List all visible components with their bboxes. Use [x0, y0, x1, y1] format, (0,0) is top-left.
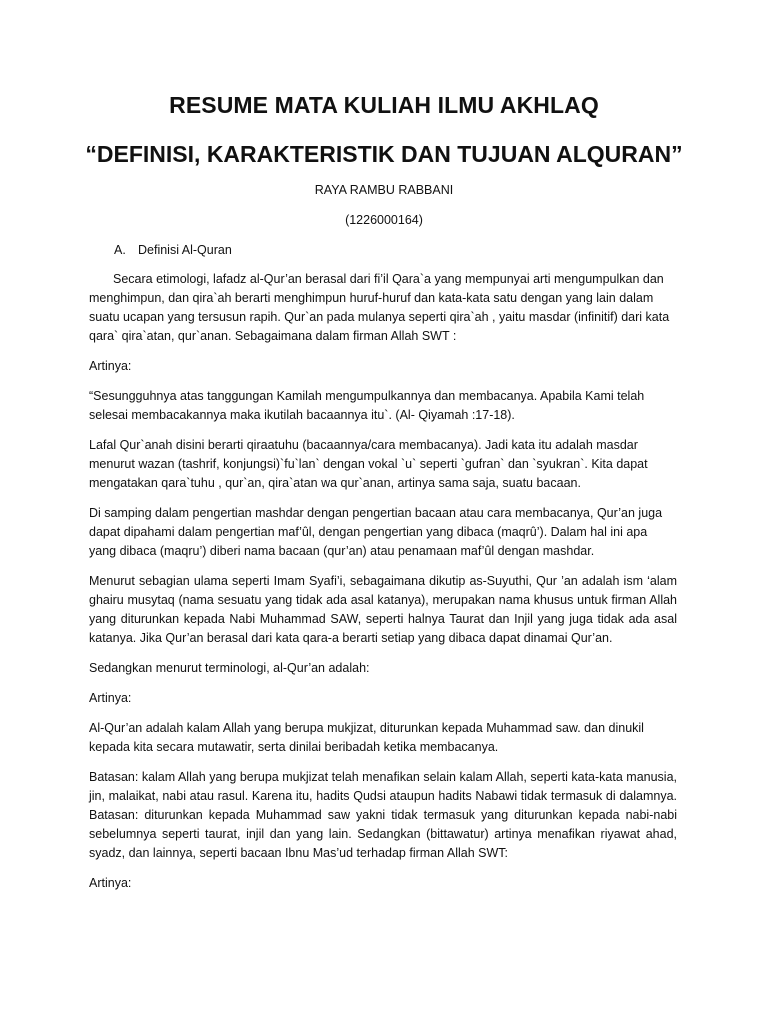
document-title-line1: RESUME MATA KULIAH ILMU AKHLAQ: [169, 92, 599, 118]
paragraph-lafal-quranah: Lafal Qur`anah disini berarti qiraatuhu (bacaannya/cara membacanya). Jadi kata itu adalah masdar menurut wazan (tashrif, konjungsi)`fu`lan` dengan vokal `u` seperti `gufran` dan `syukran`. Kita dapat mengatakan qara`tuhu , qur`an, qira`atan wa qur`anan, artinya sama saja, suatu bacaan.: [89, 438, 648, 490]
paragraph-batasan: Batasan: kalam Allah yang berupa mukjizat telah menafikan selain kalam Allah, seperti kata-kata manusia, jin, malaikat, nabi atau rasul. Karena itu, hadits Qudsi ataupun hadits Nabawi tidak termasuk di dalamnya. Batasan: diturunkan kepada Muhammad saw yakni tidak termasuk yang diturunkan kepada nabi-nabi sebelumnya seperti taurat, injil dan yang lain. Sedangkan (bittawatur) artinya menafikan riyawat ahad, syadz, dan lainnya, seperti bacaan Ibnu Mas’ud terhadap firman Allah SWT:: [89, 770, 677, 860]
paragraph-terminologi: Sedangkan menurut terminologi, al-Qur’an adalah:: [89, 661, 370, 675]
paragraph-artinya-1: Artinya:: [89, 359, 132, 373]
paragraph-etimologi: Secara etimologi, lafadz al-Qur’an berasal dari fi’il Qara`a yang mempunyai arti mengumpulkan dan menghimpun, dan qira`ah berarti menghimpun huruf-huruf dan kata-kata satu dengan yang lain dalam suatu ucapan yang tersusun rapih. Qur`an pada mulanya seperti qira`ah , yaitu masdar (infinitif) dari kata qara` qira`atan, qur`anan. Sebagaimana dalam firman Allah SWT :: [89, 272, 670, 343]
section-heading: [89, 241, 677, 260]
document-body: [89, 241, 677, 904]
section-title: Definisi Al-Quran: [138, 243, 232, 257]
paragraph-syafii: Menurut sebagian ulama seperti Imam Syafi’i, sebagaimana dikutip as-Suyuthi, Qur ’an adalah ism ‘alam ghairu musytaq (nama sesuatu yang tidak ada asal katanya), merupakan nama khusus untuk firman Allah yang diturunkan kepada Nabi Muhammad SAW, seperti halnya Taurat dan Injil yang juga tidak ada asal katanya. Jika Qur’an berasal dari kata qara-a berarti setiap yang dibaca dapat dinamai Qur’an.: [89, 574, 677, 645]
paragraph-quote-qiyamah: “Sesungguhnya atas tanggungan Kamilah mengumpulkannya dan membacanya. Apabila Kami telah selesai membacakannya maka ikutilah bacaannya itu`. (Al- Qiyamah :17-18).: [89, 389, 645, 422]
section-number: A.: [114, 243, 126, 257]
paragraph-mashdar: Di samping dalam pengertian mashdar dengan pengertian bacaan atau cara membacanya, Qur’an juga dapat dipahami dalam pengertian maf’ûl, dengan pengertian yang dibaca (maqrû’). Dalam hal ini apa yang dibaca (maqru’) diberi nama bacaan (qur’an) atau penamaan maf’ûl dengan mashdar.: [89, 506, 663, 558]
paragraph-definition: Al-Qur’an adalah kalam Allah yang berupa mukjizat, diturunkan kepada Muhammad saw. dan dinukil kepada kita secara mutawatir, serta dinilai beribadah ketika membacanya.: [89, 721, 644, 754]
paragraph-artinya-3: Artinya:: [89, 876, 132, 890]
paragraph-artinya-2: Artinya:: [89, 691, 132, 705]
author-name: RAYA RAMBU RABBANI: [314, 183, 454, 197]
student-id: (1226000164): [345, 213, 423, 227]
document-title-line2: “DEFINISI, KARAKTERISTIK DAN TUJUAN ALQURAN”: [85, 141, 683, 167]
